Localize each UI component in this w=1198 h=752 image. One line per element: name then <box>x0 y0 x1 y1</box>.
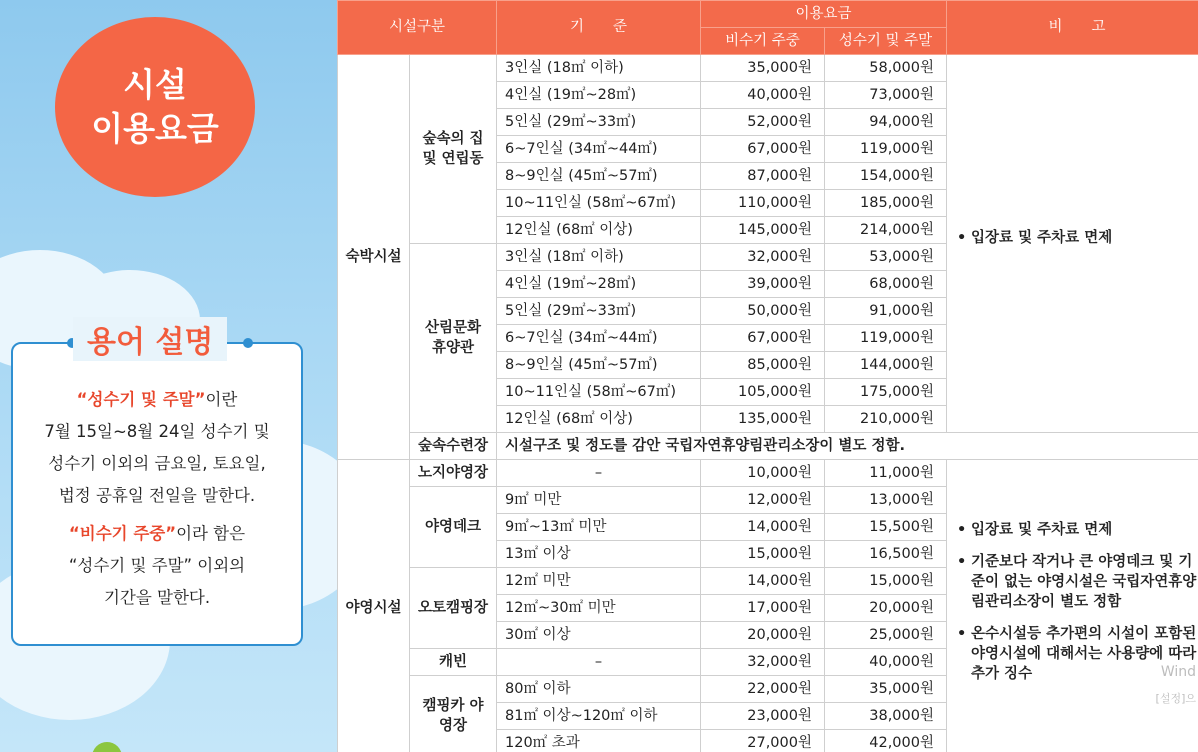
peak-price: 154,000원 <box>825 163 947 190</box>
criteria-cell: 12인실 (68㎡ 이상) <box>497 406 701 433</box>
peak-price: 68,000원 <box>825 271 947 298</box>
activation-watermark-sub: [설정]으 <box>1155 692 1196 705</box>
peak-price: 53,000원 <box>825 244 947 271</box>
criteria-cell: 12㎡~30㎡ 미만 <box>497 595 701 622</box>
peak-price: 214,000원 <box>825 217 947 244</box>
criteria-cell: 13㎡ 이상 <box>497 541 701 568</box>
offpeak-price: 105,000원 <box>701 379 825 406</box>
criteria-cell: 12인실 (68㎡ 이상) <box>497 217 701 244</box>
header-fee: 이용요금 <box>701 1 947 28</box>
criteria-cell: 81㎡ 이상~120㎡ 이하 <box>497 703 701 730</box>
criteria-cell: 9㎡~13㎡ 미만 <box>497 514 701 541</box>
offpeak-price: 52,000원 <box>701 109 825 136</box>
criteria-cell: – <box>497 649 701 676</box>
offpeak-price: 20,000원 <box>701 622 825 649</box>
offpeak-price: 135,000원 <box>701 406 825 433</box>
remark-item: • 입장료 및 주차료 면제 <box>957 520 1198 540</box>
offpeak-price: 40,000원 <box>701 82 825 109</box>
offpeak-price: 14,000원 <box>701 568 825 595</box>
peak-price: 119,000원 <box>825 325 947 352</box>
peak-price: 94,000원 <box>825 109 947 136</box>
glossary-line: “성수기 및 주말” 이외의 <box>68 556 246 575</box>
term-offpeak: “비수기 주중” <box>68 524 177 543</box>
offpeak-price: 22,000원 <box>701 676 825 703</box>
criteria-cell: 30㎡ 이상 <box>497 622 701 649</box>
peak-price: 185,000원 <box>825 190 947 217</box>
subcategory-open-campsite: 노지야영장 <box>410 460 497 487</box>
glossary-line: 이라 함은 <box>176 524 246 543</box>
peak-price: 16,500원 <box>825 541 947 568</box>
glossary-line: 이란 <box>205 390 238 409</box>
title-line-2: 이용요금 <box>91 109 219 148</box>
lodging-remarks <box>947 55 1198 433</box>
title-badge <box>55 17 255 197</box>
bullet-dot-icon <box>243 338 253 348</box>
remark-item: • 온수시설등 추가편의 시설이 포함된 야영시설에 대해서는 사용량에 따라 추가 징수 <box>957 624 1198 684</box>
glossary-title: 용어 설명 <box>73 317 227 361</box>
criteria-cell: – <box>497 460 701 487</box>
peak-price: 40,000원 <box>825 649 947 676</box>
offpeak-price: 32,000원 <box>701 244 825 271</box>
criteria-cell: 4인실 (19㎡~28㎡) <box>497 82 701 109</box>
remark-item: • 기준보다 작거나 큰 야영데크 및 기준이 없는 야영시설은 국립자연휴양림관리소장이 별도 정함 <box>957 552 1198 612</box>
glossary-text <box>13 384 301 614</box>
peak-price: 13,000원 <box>825 487 947 514</box>
criteria-cell: 3인실 (18㎡ 이하) <box>497 244 701 271</box>
training-center-note: 시설구조 및 정도를 감안 국립자연휴양림관리소장이 별도 정함. <box>497 433 1198 460</box>
criteria-cell: 12㎡ 미만 <box>497 568 701 595</box>
subcategory-culture-hall: 산림문화 휴양관 <box>410 244 497 433</box>
offpeak-price: 85,000원 <box>701 352 825 379</box>
offpeak-price: 50,000원 <box>701 298 825 325</box>
peak-price: 20,000원 <box>825 595 947 622</box>
criteria-cell: 3인실 (18㎡ 이하) <box>497 55 701 82</box>
header-peak: 성수기 및 주말 <box>825 28 947 55</box>
glossary-line: 7월 15일~8월 24일 성수기 및 <box>44 422 270 441</box>
peak-price: 38,000원 <box>825 703 947 730</box>
peak-price: 144,000원 <box>825 352 947 379</box>
peak-price: 91,000원 <box>825 298 947 325</box>
camping-remarks <box>947 460 1198 752</box>
fee-table <box>337 0 1198 752</box>
peak-price: 210,000원 <box>825 406 947 433</box>
glossary-line: 법정 공휴일 전일을 말한다. <box>58 486 256 505</box>
peak-price: 73,000원 <box>825 82 947 109</box>
remark-item: • 입장료 및 주차료 면제 <box>957 228 1198 248</box>
offpeak-price: 14,000원 <box>701 514 825 541</box>
subcategory-camping-car: 캠핑카 야영장 <box>410 676 497 752</box>
info-sidebar <box>0 0 337 752</box>
criteria-cell: 8~9인실 (45㎡~57㎡) <box>497 352 701 379</box>
criteria-cell: 10~11인실 (58㎡~67㎡) <box>497 190 701 217</box>
criteria-cell: 120㎡ 초과 <box>497 730 701 752</box>
header-offpeak: 비수기 주중 <box>701 28 825 55</box>
activation-watermark: Wind <box>1160 664 1196 680</box>
peak-price: 25,000원 <box>825 622 947 649</box>
offpeak-price: 15,000원 <box>701 541 825 568</box>
offpeak-price: 87,000원 <box>701 163 825 190</box>
header-facility: 시설구분 <box>338 1 497 55</box>
criteria-cell: 6~7인실 (34㎡~44㎡) <box>497 325 701 352</box>
offpeak-price: 67,000원 <box>701 136 825 163</box>
subcategory-forest-house: 숲속의 집 및 연립동 <box>410 55 497 244</box>
offpeak-price: 17,000원 <box>701 595 825 622</box>
subcategory-auto-camping: 오토캠핑장 <box>410 568 497 649</box>
subcategory-training-center: 숲속수련장 <box>410 433 497 460</box>
offpeak-price: 35,000원 <box>701 55 825 82</box>
offpeak-price: 39,000원 <box>701 271 825 298</box>
criteria-cell: 6~7인실 (34㎡~44㎡) <box>497 136 701 163</box>
criteria-cell: 5인실 (29㎡~33㎡) <box>497 109 701 136</box>
header-remarks: 비 고 <box>947 1 1198 55</box>
criteria-cell: 4인실 (19㎡~28㎡) <box>497 271 701 298</box>
peak-price: 15,500원 <box>825 514 947 541</box>
offpeak-price: 27,000원 <box>701 730 825 752</box>
glossary-line: 기간을 말한다. <box>103 588 211 607</box>
title-line-1: 시설 <box>123 65 187 104</box>
offpeak-price: 10,000원 <box>701 460 825 487</box>
offpeak-price: 32,000원 <box>701 649 825 676</box>
offpeak-price: 145,000원 <box>701 217 825 244</box>
term-peak: “성수기 및 주말” <box>76 390 206 409</box>
criteria-cell: 8~9인실 (45㎡~57㎡) <box>497 163 701 190</box>
criteria-cell: 10~11인실 (58㎡~67㎡) <box>497 379 701 406</box>
glossary-box <box>11 325 303 646</box>
offpeak-price: 12,000원 <box>701 487 825 514</box>
decorative-dot <box>92 742 122 752</box>
subcategory-deck: 야영데크 <box>410 487 497 568</box>
criteria-cell: 5인실 (29㎡~33㎡) <box>497 298 701 325</box>
criteria-cell: 9㎡ 미만 <box>497 487 701 514</box>
peak-price: 119,000원 <box>825 136 947 163</box>
category-camping: 야영시설 <box>338 460 410 752</box>
fee-table-container <box>337 0 1198 752</box>
peak-price: 58,000원 <box>825 55 947 82</box>
header-criteria: 기 준 <box>497 1 701 55</box>
peak-price: 15,000원 <box>825 568 947 595</box>
peak-price: 11,000원 <box>825 460 947 487</box>
criteria-cell: 80㎡ 이하 <box>497 676 701 703</box>
peak-price: 175,000원 <box>825 379 947 406</box>
offpeak-price: 110,000원 <box>701 190 825 217</box>
offpeak-price: 23,000원 <box>701 703 825 730</box>
category-lodging: 숙박시설 <box>338 55 410 460</box>
offpeak-price: 67,000원 <box>701 325 825 352</box>
peak-price: 35,000원 <box>825 676 947 703</box>
subcategory-cabin: 캐빈 <box>410 649 497 676</box>
peak-price: 42,000원 <box>825 730 947 752</box>
glossary-line: 성수기 이외의 금요일, 토요일, <box>48 454 266 473</box>
